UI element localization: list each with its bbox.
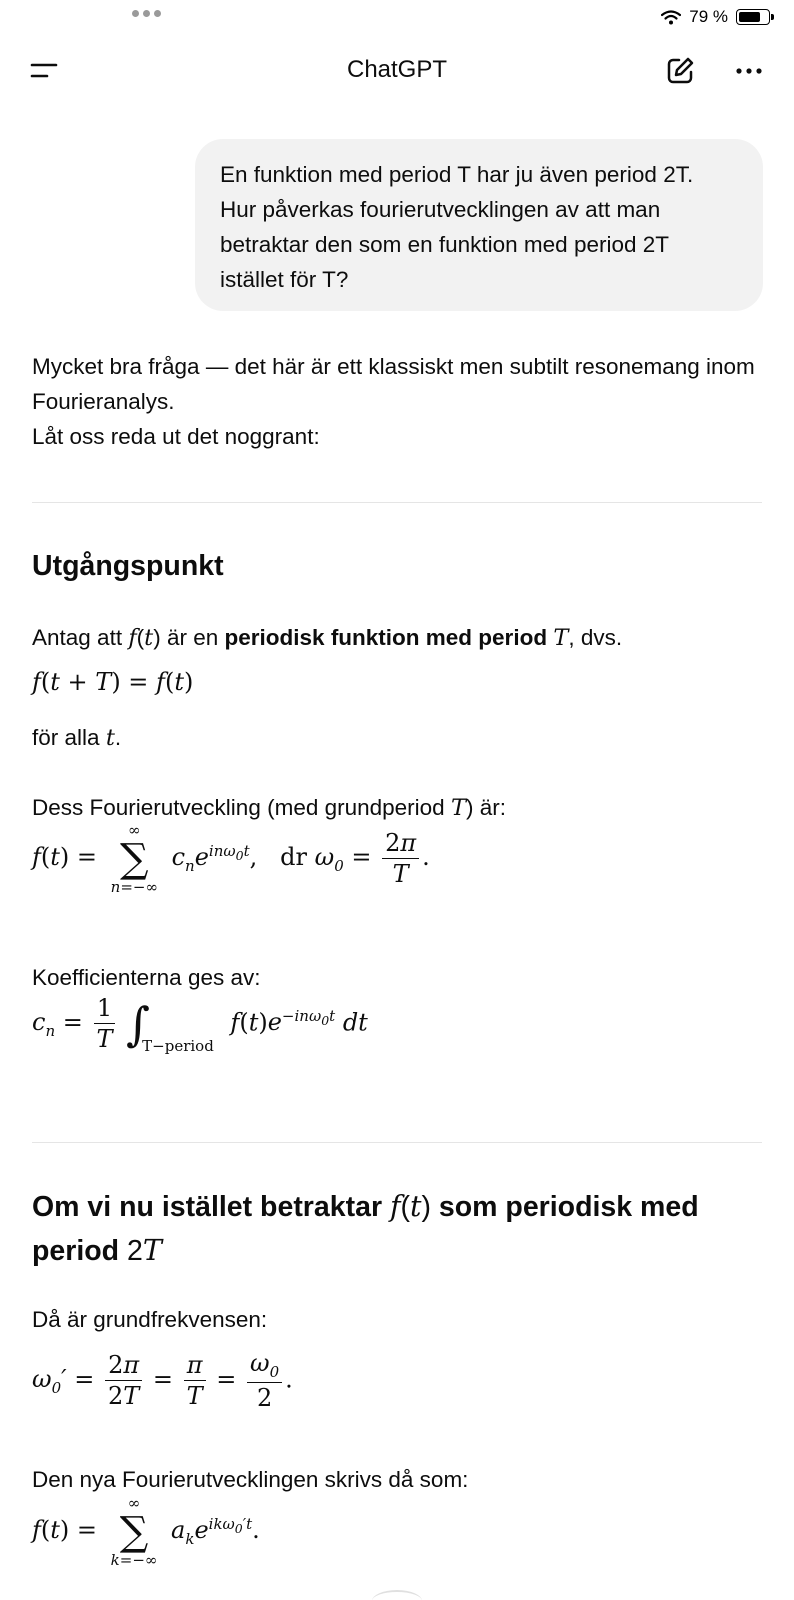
- assumption-line: Antag att f(t) är en periodisk funktion med period T, dvs.: [32, 625, 623, 651]
- new-frequency-equation: $\omega_0'$ = $\frac{2\pi}{2T}$ = $\frac{\pi}{T}$ = $\frac{\omega_0}{2}$ .: [32, 1349, 293, 1413]
- fourier-intro-line: Dess Fourierutveckling (med grundperiod T) är:: [32, 795, 506, 821]
- fundamental-frequency-intro: Då är grundfrekvensen:: [32, 1307, 268, 1332]
- intro-line-1: Mycket bra fråga — det här är ett klassiskt men subtilt resonemang inom Fourieranalys.: [32, 354, 755, 414]
- intro-line-2: Låt oss reda ut det noggrant:: [32, 424, 320, 449]
- section-heading-utgangspunkt: Utgångspunkt: [32, 550, 224, 582]
- new-fourier-series-equation: f(t) = ∞ ∑ k=−∞ $a_ke^{ik\omega_0't}$.: [32, 1494, 260, 1569]
- battery-percentage: 79 %: [689, 7, 728, 26]
- scroll-indicator: [372, 1590, 422, 1600]
- coefficients-intro: Koefficienterna ges av:: [32, 965, 261, 990]
- multitasking-dots-icon[interactable]: [132, 10, 161, 17]
- for-all-line: för alla t.: [32, 725, 122, 751]
- top-bar: [0, 44, 794, 100]
- assistant-intro: [32, 349, 762, 454]
- divider: [32, 502, 762, 503]
- coefficients-equation: $c_n$ = $\frac{1}{T}$ ∫ T−period $f(t)e^{-in\omega_0t}$ dt: [32, 994, 368, 1055]
- new-series-intro: Den nya Fourierutvecklingen skrivs då som:: [32, 1467, 469, 1492]
- divider: [32, 1142, 762, 1143]
- section-heading-period-2t: Om vi nu istället betraktar f(t) som periodisk med period 2T: [32, 1190, 699, 1267]
- new-chat-icon[interactable]: [664, 55, 696, 87]
- periodicity-equation: f(t + T) = f(t): [32, 668, 194, 696]
- wifi-icon: [661, 10, 681, 25]
- user-message-text: En funktion med period T har ju även period 2T. Hur påverkas fourierutvecklingen av att man betraktar den som en funktion med period 2T istället för T?: [220, 162, 694, 292]
- more-options-icon[interactable]: [733, 55, 765, 87]
- user-message-bubble: [195, 139, 763, 311]
- fourier-series-equation: f(t) = ∞ ∑ n=−∞ $c_ne^{in\omega_0t}$, dr $\omega_0$ = $\frac{2\pi}{T}$ .: [32, 821, 430, 896]
- page-title: ChatGPT: [346, 56, 448, 83]
- battery-icon: [736, 9, 770, 25]
- status-bar: [0, 0, 794, 36]
